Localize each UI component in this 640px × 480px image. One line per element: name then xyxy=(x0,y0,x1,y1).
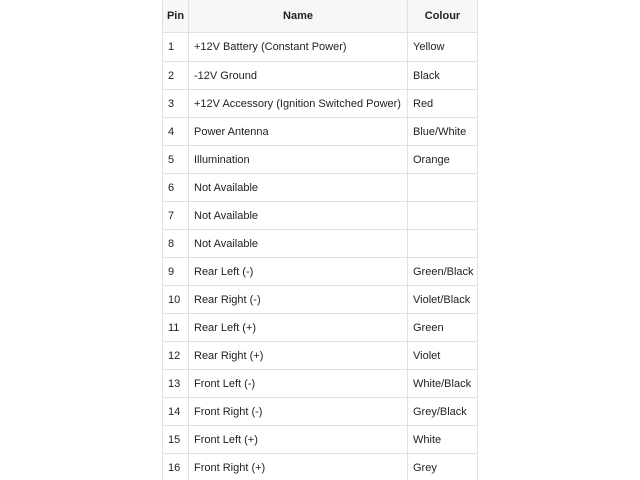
pin-cell: 7 xyxy=(163,202,189,230)
table-row xyxy=(163,314,478,342)
pin-cell: 2 xyxy=(163,62,189,90)
name-cell: Rear Left (-) xyxy=(189,258,408,286)
colour-cell: Violet xyxy=(408,342,478,370)
table-row xyxy=(163,33,478,62)
name-cell: Not Available xyxy=(189,202,408,230)
name-cell: Rear Left (+) xyxy=(189,314,408,342)
table-row xyxy=(163,146,478,174)
colour-cell: Violet/Black xyxy=(408,286,478,314)
table-row xyxy=(163,90,478,118)
pin-cell: 13 xyxy=(163,370,189,398)
pin-cell: 6 xyxy=(163,174,189,202)
table-row xyxy=(163,342,478,370)
pin-cell: 11 xyxy=(163,314,189,342)
colour-cell: White/Black xyxy=(408,370,478,398)
table-body xyxy=(163,33,478,480)
name-cell: +12V Accessory (Ignition Switched Power) xyxy=(189,90,408,118)
colour-cell: Yellow xyxy=(408,33,478,62)
name-cell: -12V Ground xyxy=(189,62,408,90)
table-row xyxy=(163,118,478,146)
header-pin: Pin xyxy=(163,0,189,33)
colour-cell: Grey/Black xyxy=(408,398,478,426)
name-cell: Rear Right (+) xyxy=(189,342,408,370)
table-row xyxy=(163,426,478,454)
colour-cell: White xyxy=(408,426,478,454)
pin-cell: 1 xyxy=(163,33,189,62)
colour-cell: Grey xyxy=(408,454,478,480)
colour-cell: Red xyxy=(408,90,478,118)
table-row xyxy=(163,62,478,90)
table-header xyxy=(163,0,478,33)
colour-cell xyxy=(408,202,478,230)
colour-cell: Orange xyxy=(408,146,478,174)
colour-cell xyxy=(408,230,478,258)
table-row xyxy=(163,174,478,202)
table-row xyxy=(163,286,478,314)
table-row xyxy=(163,370,478,398)
name-cell: Rear Right (-) xyxy=(189,286,408,314)
pinout-table xyxy=(162,0,478,480)
name-cell: Power Antenna xyxy=(189,118,408,146)
name-cell: Front Left (-) xyxy=(189,370,408,398)
name-cell: Not Available xyxy=(189,174,408,202)
pin-cell: 9 xyxy=(163,258,189,286)
name-cell: Front Left (+) xyxy=(189,426,408,454)
name-cell: Front Right (+) xyxy=(189,454,408,480)
pin-cell: 14 xyxy=(163,398,189,426)
pin-cell: 15 xyxy=(163,426,189,454)
colour-cell: Green/Black xyxy=(408,258,478,286)
table-row xyxy=(163,258,478,286)
pin-cell: 10 xyxy=(163,286,189,314)
header-row xyxy=(163,0,478,33)
colour-cell: Green xyxy=(408,314,478,342)
pin-cell: 12 xyxy=(163,342,189,370)
colour-cell: Blue/White xyxy=(408,118,478,146)
table-row xyxy=(163,398,478,426)
colour-cell: Black xyxy=(408,62,478,90)
pin-cell: 3 xyxy=(163,90,189,118)
colour-cell xyxy=(408,174,478,202)
name-cell: Not Available xyxy=(189,230,408,258)
table-row xyxy=(163,454,478,480)
header-name: Name xyxy=(189,0,408,33)
pin-cell: 8 xyxy=(163,230,189,258)
name-cell: +12V Battery (Constant Power) xyxy=(189,33,408,62)
table-row xyxy=(163,230,478,258)
pin-cell: 4 xyxy=(163,118,189,146)
name-cell: Front Right (-) xyxy=(189,398,408,426)
pin-cell: 16 xyxy=(163,454,189,480)
pin-cell: 5 xyxy=(163,146,189,174)
name-cell: Illumination xyxy=(189,146,408,174)
header-colour: Colour xyxy=(408,0,478,33)
table-row xyxy=(163,202,478,230)
